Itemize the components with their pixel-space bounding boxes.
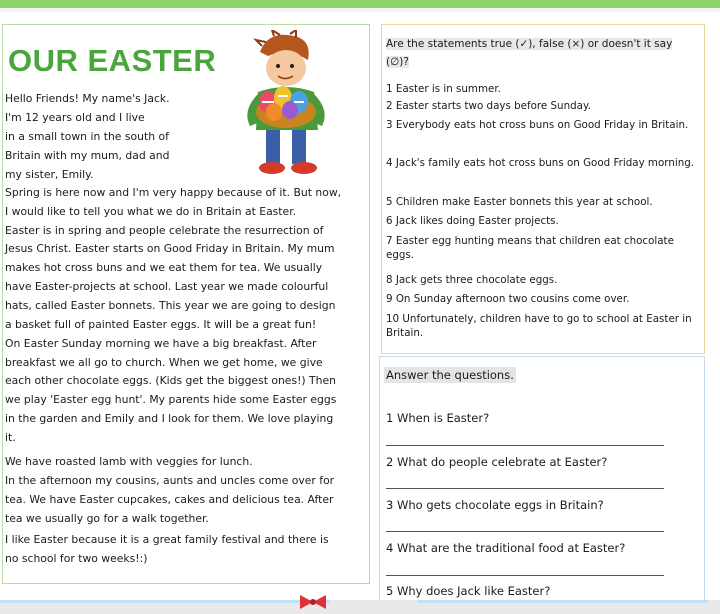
story-line: it.	[5, 431, 16, 444]
story-line: in the garden and Emily and I look for them. We love playing	[5, 412, 334, 425]
intro-line: I'm 12 years old and I live	[5, 111, 145, 124]
top-green-band	[0, 0, 720, 8]
true-false-instructions: Are the statements true (✓), false (×) or doesn't it say (∅)?	[386, 38, 673, 68]
statement-item: 1 Easter is in summer.	[386, 83, 501, 95]
question-item: 1 When is Easter?	[386, 411, 490, 425]
story-line: have Easter-projects at school. Last year we made colourful	[5, 280, 329, 293]
statement-item: 5 Children make Easter bonnets this year at school.	[386, 196, 653, 208]
boy-with-eggs-illustration	[228, 30, 343, 182]
top-band-shadow	[0, 8, 720, 12]
intro-line: in a small town in the south of	[5, 130, 169, 143]
story-line: no school for two weeks!:)	[5, 552, 148, 565]
page-title: OUR EASTER	[8, 43, 217, 78]
answer-line[interactable]	[386, 531, 664, 532]
intro-line: Britain with my mum, dad and	[5, 149, 170, 162]
questions-header: Answer the questions.	[386, 368, 514, 382]
story-line: each other chocolate eggs. (Kids get the biggest ones!) Then	[5, 374, 336, 387]
question-item: 2 What do people celebrate at Easter?	[386, 455, 608, 469]
bottom-decor-line	[418, 600, 708, 603]
story-line: makes hot cross buns and we eat them for tea. We usually	[5, 261, 323, 274]
questions-panel	[379, 356, 705, 606]
story-line: Easter is in spring and people celebrate the resurrection of	[5, 224, 324, 237]
story-line: we play 'Easter egg hunt'. My parents hide some Easter eggs	[5, 393, 337, 406]
question-item: 4 What are the traditional food at Easter?	[386, 541, 626, 555]
story-line: breakfast we all go to church. When we get home, we give	[5, 356, 323, 369]
story-line: I would like to tell you what we do in Britain at Easter.	[5, 205, 297, 218]
answer-line[interactable]	[386, 575, 664, 576]
story-line: In the afternoon my cousins, aunts and uncles come over for	[5, 474, 335, 487]
statement-item: 7 Easter egg hunting means that children eat chocolate eggs.	[386, 235, 674, 261]
statement-item: 6 Jack likes doing Easter projects.	[386, 215, 559, 227]
bottom-decor-line	[0, 600, 330, 603]
answer-line[interactable]	[386, 488, 664, 489]
question-item: 3 Who gets chocolate eggs in Britain?	[386, 498, 604, 512]
bottom-strip	[0, 600, 720, 614]
story-line: tea. We have Easter cupcakes, cakes and delicious tea. After	[5, 493, 334, 506]
question-item: 5 Why does Jack like Easter?	[386, 584, 551, 598]
statement-item: 2 Easter starts two days before Sunday.	[386, 100, 591, 112]
story-line: We have roasted lamb with veggies for lunch.	[5, 455, 253, 468]
statement-item: 9 On Sunday afternoon two cousins come over.	[386, 293, 630, 305]
story-line: a basket full of painted Easter eggs. It will be a great fun!	[5, 318, 317, 331]
statement-item: 3 Everybody eats hot cross buns on Good Friday in Britain.	[386, 119, 689, 131]
statement-item: 10 Unfortunately, children have to go to school at Easter in Britain.	[386, 313, 692, 339]
intro-line: Hello Friends! My name's Jack.	[5, 92, 170, 105]
story-line: Spring is here now and I'm very happy because of it. But now,	[5, 186, 342, 199]
story-line: hats, called Easter bonnets. This year we are going to design	[5, 299, 336, 312]
red-bow-icon	[298, 595, 328, 609]
statement-item: 4 Jack's family eats hot cross buns on Good Friday morning.	[386, 157, 695, 169]
statement-item: 8 Jack gets three chocolate eggs.	[386, 274, 558, 286]
answer-line[interactable]	[386, 445, 664, 446]
story-line: On Easter Sunday morning we have a big breakfast. After	[5, 337, 317, 350]
story-line: Jesus Christ. Easter starts on Good Friday in Britain. My mum	[5, 242, 335, 255]
story-line: I like Easter because it is a great family festival and there is	[5, 533, 329, 546]
story-line: tea we usually go for a walk together.	[5, 512, 209, 525]
intro-line: my sister, Emily.	[5, 168, 94, 181]
